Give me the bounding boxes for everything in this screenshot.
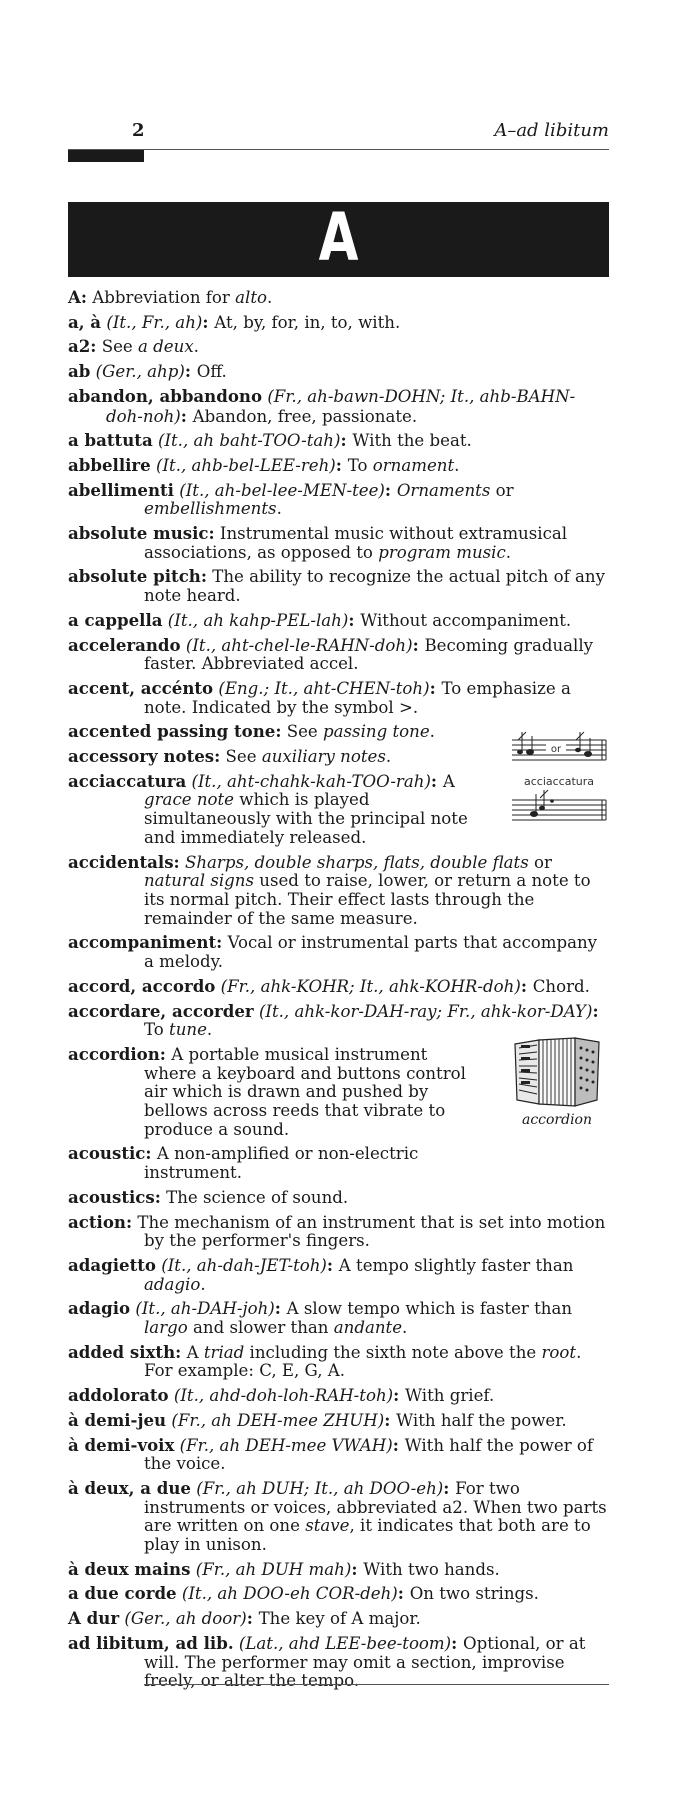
glossary-entry: ad libitum, ad lib. (Lat., ahd LEE-bee-toom): Optional, or at will. The performer may omit a section, improvise freely, or alter the tempo. bbox=[68, 1632, 586, 1691]
definition-text: A tempo slightly faster than bbox=[338, 1255, 574, 1275]
definition-text: . bbox=[402, 1318, 408, 1338]
acciaccatura-figure bbox=[510, 728, 608, 838]
definition-text: With grief. bbox=[405, 1386, 495, 1406]
headword: accelerando bbox=[68, 634, 181, 655]
pronunciation: (It., ahk-kor-DAH-ray; Fr., ahk-kor-DAY) bbox=[258, 1001, 593, 1021]
pronunciation: (Ger., ah door) bbox=[124, 1609, 247, 1629]
acciaccatura-notation-image bbox=[510, 728, 608, 838]
pronunciation: (Fr., ah DUH; It., ah DOO-eh) bbox=[196, 1478, 444, 1498]
headword: à deux mains bbox=[68, 1558, 191, 1579]
headword: action: bbox=[68, 1211, 133, 1232]
pronunciation: (Lat., ahd LEE-bee-toom) bbox=[238, 1633, 452, 1653]
pronunciation: (It., ahb-bel-LEE-reh) bbox=[156, 455, 336, 475]
definition-text: . For example: C, E, G, A. bbox=[144, 1342, 582, 1381]
cross-reference: adagio bbox=[144, 1274, 201, 1294]
definition-text: The science of sound. bbox=[166, 1187, 349, 1207]
definition-text: which is played simultaneously with the principal note and immediately released. bbox=[144, 790, 468, 847]
glossary-entry: ab (Ger., ahp): Off. bbox=[68, 361, 227, 382]
glossary-entry: a, à (It., Fr., ah): At, by, for, in, to, with. bbox=[68, 311, 401, 332]
glossary-entry: à demi-voix (Fr., ah DEH-mee VWAH): With half the power of the voice. bbox=[68, 1434, 594, 1474]
bottom-rule bbox=[144, 1684, 609, 1685]
headword: accompaniment: bbox=[68, 932, 223, 953]
pronunciation: (Fr., ah DEH-mee ZHUH) bbox=[171, 1410, 385, 1430]
headword: abandon, abbandono bbox=[68, 385, 263, 406]
definition-text: The ability to recognize the actual pitch of any note heard. bbox=[144, 567, 605, 606]
section-letter-banner bbox=[68, 198, 609, 277]
definition-text: , it indicates that both are to play in unison. bbox=[144, 1516, 591, 1555]
headword: abellimenti bbox=[68, 479, 174, 500]
glossary-entry: abandon, abbandono (Fr., ah-bawn-DOHN; It., ahb-BAHN-doh-noh): Abandon, free, passionate. bbox=[68, 385, 576, 426]
pronunciation: (Eng.; It., aht-CHEN-toh) bbox=[218, 678, 430, 698]
glossary-entry bbox=[68, 933, 609, 971]
section-letter: A bbox=[318, 198, 359, 276]
headword: accordion: bbox=[68, 1043, 166, 1064]
accordion-image bbox=[509, 1030, 605, 1110]
pronunciation: (Fr., ah DUH mah) bbox=[195, 1559, 352, 1579]
cross-reference: auxiliary notes bbox=[261, 747, 386, 767]
glossary-entry: accord, accordo (Fr., ahk-KOHR; It., ahk-KOHR-doh): Chord. bbox=[68, 975, 590, 996]
cross-reference: alto bbox=[235, 288, 267, 307]
pronunciation: (It., aht-chel-le-RAHN-doh) bbox=[185, 635, 413, 655]
running-head: A–ad libitum bbox=[494, 120, 609, 141]
definition-text: A slow tempo which is faster than bbox=[286, 1299, 573, 1319]
headword: a2: bbox=[68, 336, 97, 357]
definition-text: . bbox=[266, 288, 273, 307]
headword: A: bbox=[68, 287, 88, 307]
pronunciation: (It., ahd-doh-loh-RAH-toh) bbox=[173, 1386, 394, 1406]
definition-text: . bbox=[429, 722, 435, 742]
pronunciation: (It., ah DOO-eh COR-deh) bbox=[181, 1584, 398, 1604]
header-block bbox=[68, 150, 144, 162]
glossary-entry: accent, accénto (Eng.; It., aht-CHEN-toh): To emphasize a note. Indicated by the symbol >. bbox=[68, 677, 571, 717]
definition-text: See bbox=[286, 722, 324, 742]
headword: absolute pitch: bbox=[68, 566, 207, 587]
definition-text: Instrumental music without extramusical associations, as opposed to bbox=[144, 524, 568, 562]
headword: ad libitum, ad lib. bbox=[68, 1632, 234, 1653]
definition-text: Becoming gradually faster. Abbreviated accel. bbox=[144, 635, 594, 674]
glossary-entry bbox=[68, 1343, 609, 1381]
headword: abbellire bbox=[68, 454, 151, 475]
definition-text: and slower than bbox=[187, 1318, 334, 1338]
headword: accessory notes: bbox=[68, 746, 221, 767]
definition-text: At, by, for, in, to, with. bbox=[214, 312, 401, 332]
pronunciation: (It., ah-DAH-joh) bbox=[135, 1299, 275, 1319]
glossary-entry bbox=[68, 853, 609, 929]
headword: adagio bbox=[68, 1298, 131, 1319]
headword: à demi-voix bbox=[68, 1434, 175, 1455]
definition-text: A bbox=[186, 1342, 204, 1362]
headword: accordare, accorder bbox=[68, 1000, 254, 1021]
headword: accord, accordo bbox=[68, 975, 216, 996]
cross-reference: triad bbox=[203, 1342, 245, 1362]
definition-text: Vocal or instrumental parts that accompany a melody. bbox=[144, 933, 598, 972]
pronunciation: (It., ah-dah-JET-toh) bbox=[161, 1255, 327, 1275]
cross-reference: Ornaments bbox=[396, 480, 491, 500]
glossary-entry bbox=[68, 524, 609, 562]
glossary-entry: A dur (Ger., ah door): The key of A major. bbox=[68, 1608, 421, 1629]
definition-text: See bbox=[225, 747, 262, 767]
headword: accent, accénto bbox=[68, 677, 214, 698]
cross-reference: passing tone bbox=[323, 722, 430, 742]
headword: accidentals: bbox=[68, 851, 180, 872]
pronunciation: (Fr., ah-bawn-DOHN; It., ahb-BAHN-doh-noh) bbox=[106, 386, 576, 426]
definition-text: . bbox=[276, 499, 282, 519]
pronunciation: (Fr., ah DEH-mee VWAH) bbox=[179, 1435, 393, 1455]
headword: a due corde bbox=[68, 1583, 177, 1604]
definition-text: or bbox=[490, 480, 514, 500]
definition-text: With the beat. bbox=[352, 431, 472, 451]
cross-reference: a deux bbox=[138, 337, 194, 357]
glossary-entry bbox=[68, 288, 609, 308]
headword: accented passing tone: bbox=[68, 721, 282, 742]
definition-text: To bbox=[144, 1020, 170, 1040]
headword: adagietto bbox=[68, 1254, 156, 1275]
cross-reference: tune bbox=[169, 1020, 207, 1040]
glossary-entry: a battuta (It., ah baht-TOO-tah): With the beat. bbox=[68, 430, 472, 451]
definition-text: On two strings. bbox=[409, 1584, 539, 1604]
cross-reference: Sharps, double sharps, flats, double flats bbox=[184, 852, 529, 872]
definition-text: The mechanism of an instrument that is set into motion by the performer's fingers. bbox=[137, 1212, 606, 1251]
pronunciation: (It., ah baht-TOO-tah) bbox=[157, 431, 341, 451]
definition-text: . bbox=[385, 747, 392, 767]
definition-text: or bbox=[528, 852, 552, 872]
definition-text: With two hands. bbox=[363, 1559, 500, 1579]
definition-text: Abbreviation for bbox=[92, 288, 236, 307]
definition-text: . bbox=[193, 337, 199, 357]
cross-reference: grace note bbox=[144, 790, 235, 810]
cross-reference: natural signs bbox=[144, 871, 254, 891]
definition-text: Without accompaniment. bbox=[360, 610, 572, 630]
glossary-entry: adagio (It., ah-DAH-joh): A slow tempo which is faster than largo and slower than andante. bbox=[68, 1298, 573, 1338]
glossary-entry: acciaccatura (It., aht-chahk-kah-TOO-rah): A grace note which is played simultaneously with the principal note and immediately released. bbox=[68, 770, 468, 847]
glossary-entry: à deux, a due (Fr., ah DUH; It., ah DOO-eh): For two instruments or voices, abbreviated a2. When two parts are written on one stave, it indicates that both are to play in unison. bbox=[68, 1477, 607, 1555]
definition-text: used to raise, lower, or return a note to its normal pitch. Their effect lasts through the remainder of the same measure. bbox=[144, 871, 591, 928]
headword: a, à bbox=[68, 311, 102, 332]
pronunciation: (Fr., ahk-KOHR; It., ahk-KOHR-doh) bbox=[220, 976, 521, 996]
glossary-entry bbox=[68, 567, 609, 605]
headword: à deux, a due bbox=[68, 1477, 191, 1498]
definition-text: . bbox=[454, 455, 460, 475]
glossary-entry: accordare, accorder (It., ahk-kor-DAH-ray; Fr., ahk-kor-DAY): To tune. bbox=[68, 1000, 599, 1040]
definition-text: Abandon, free, passionate. bbox=[192, 406, 418, 426]
definition-text: To bbox=[347, 455, 373, 475]
pronunciation: (It., Fr., ah) bbox=[106, 312, 203, 332]
glossary-entries bbox=[68, 288, 609, 1696]
glossary-entry: addolorato (It., ahd-doh-loh-RAH-toh): With grief. bbox=[68, 1385, 495, 1406]
glossary-entry bbox=[68, 337, 609, 357]
pronunciation: (It., aht-chahk-kah-TOO-rah) bbox=[191, 771, 431, 791]
headword: à demi-jeu bbox=[68, 1409, 167, 1430]
glossary-entry bbox=[68, 1213, 609, 1251]
glossary-entry: abbellire (It., ahb-bel-LEE-reh): To ornament. bbox=[68, 454, 460, 475]
headword: acoustics: bbox=[68, 1186, 161, 1207]
definition-text: With half the power. bbox=[396, 1410, 567, 1430]
cross-reference: largo bbox=[144, 1318, 188, 1338]
headword: added sixth: bbox=[68, 1341, 182, 1362]
cross-reference: program music bbox=[378, 542, 506, 562]
definition-text: . bbox=[206, 1020, 213, 1040]
headword: acoustic: bbox=[68, 1143, 152, 1164]
glossary-entry: adagietto (It., ah-dah-JET-toh): A tempo slightly faster than adagio. bbox=[68, 1254, 574, 1294]
cross-reference: embellishments bbox=[144, 499, 277, 519]
acciaccatura-caption: acciaccatura bbox=[523, 775, 595, 788]
definition-text: including the sixth note above the bbox=[244, 1342, 542, 1362]
headword: addolorato bbox=[68, 1385, 169, 1406]
definition-text: A non-amplified or non-electric instrument. bbox=[144, 1144, 419, 1183]
glossary-entry: a due corde (It., ah DOO-eh COR-deh): On two strings. bbox=[68, 1583, 539, 1604]
glossary-entry: abellimenti (It., ah-bel-lee-MEN-tee): Ornaments or embellishments. bbox=[68, 479, 514, 519]
headword: A dur bbox=[68, 1608, 120, 1629]
figure-or-label: or bbox=[550, 744, 562, 755]
glossary-entry bbox=[68, 1144, 471, 1182]
page-number: 2 bbox=[132, 120, 145, 141]
definition-text: . bbox=[200, 1274, 206, 1294]
headword: a cappella bbox=[68, 609, 163, 630]
definition-text: Off. bbox=[196, 362, 227, 382]
glossary-entry: accelerando (It., aht-chel-le-RAHN-doh): Becoming gradually faster. Abbreviated accel. bbox=[68, 634, 594, 674]
headword: absolute music: bbox=[68, 523, 215, 544]
cross-reference: stave bbox=[305, 1516, 350, 1536]
glossary-entry bbox=[68, 1045, 471, 1140]
headword: a battuta bbox=[68, 430, 153, 451]
definition-text: Chord. bbox=[532, 976, 590, 996]
definition-text: A portable musical instrument where a keyboard and buttons control air which is drawn and pushed by bellows across reeds that vibrate to produce a sound. bbox=[144, 1044, 466, 1139]
definition-text: See bbox=[101, 337, 139, 357]
cross-reference: ornament bbox=[372, 455, 455, 475]
cross-reference: andante bbox=[333, 1318, 403, 1338]
glossary-entry: a cappella (It., ah kahp-PEL-lah): Without accompaniment. bbox=[68, 609, 572, 630]
definition-text: . bbox=[505, 542, 512, 562]
definition-text: The key of A major. bbox=[258, 1609, 421, 1629]
glossary-entry: à deux mains (Fr., ah DUH mah): With two hands. bbox=[68, 1558, 500, 1579]
definition-text: To emphasize a note. Indicated by the symbol >. bbox=[144, 678, 571, 717]
accordion-caption: accordion bbox=[521, 1112, 593, 1128]
definition-text: Optional, or at will. The performer may omit a section, improvise freely, or alter the tempo. bbox=[144, 1633, 586, 1691]
definition-text: For two instruments or voices, abbreviated a2. When two parts are written on one bbox=[144, 1478, 607, 1536]
header-rule bbox=[68, 149, 609, 150]
pronunciation: (It., ah kahp-PEL-lah) bbox=[167, 610, 349, 630]
accordion-figure bbox=[505, 1030, 609, 1130]
definition-text: With half the power of the voice. bbox=[144, 1435, 594, 1474]
definition-text: A bbox=[442, 771, 455, 791]
headword: acciaccatura bbox=[68, 770, 187, 791]
glossary-entry bbox=[68, 1188, 609, 1208]
glossary-entry: à demi-jeu (Fr., ah DEH-mee ZHUH): With half the power. bbox=[68, 1409, 567, 1430]
pronunciation: (It., ah-bel-lee-MEN-tee) bbox=[179, 480, 385, 500]
cross-reference: root bbox=[541, 1342, 577, 1362]
pronunciation: (Ger., ahp) bbox=[95, 362, 185, 382]
headword: ab bbox=[68, 361, 91, 382]
